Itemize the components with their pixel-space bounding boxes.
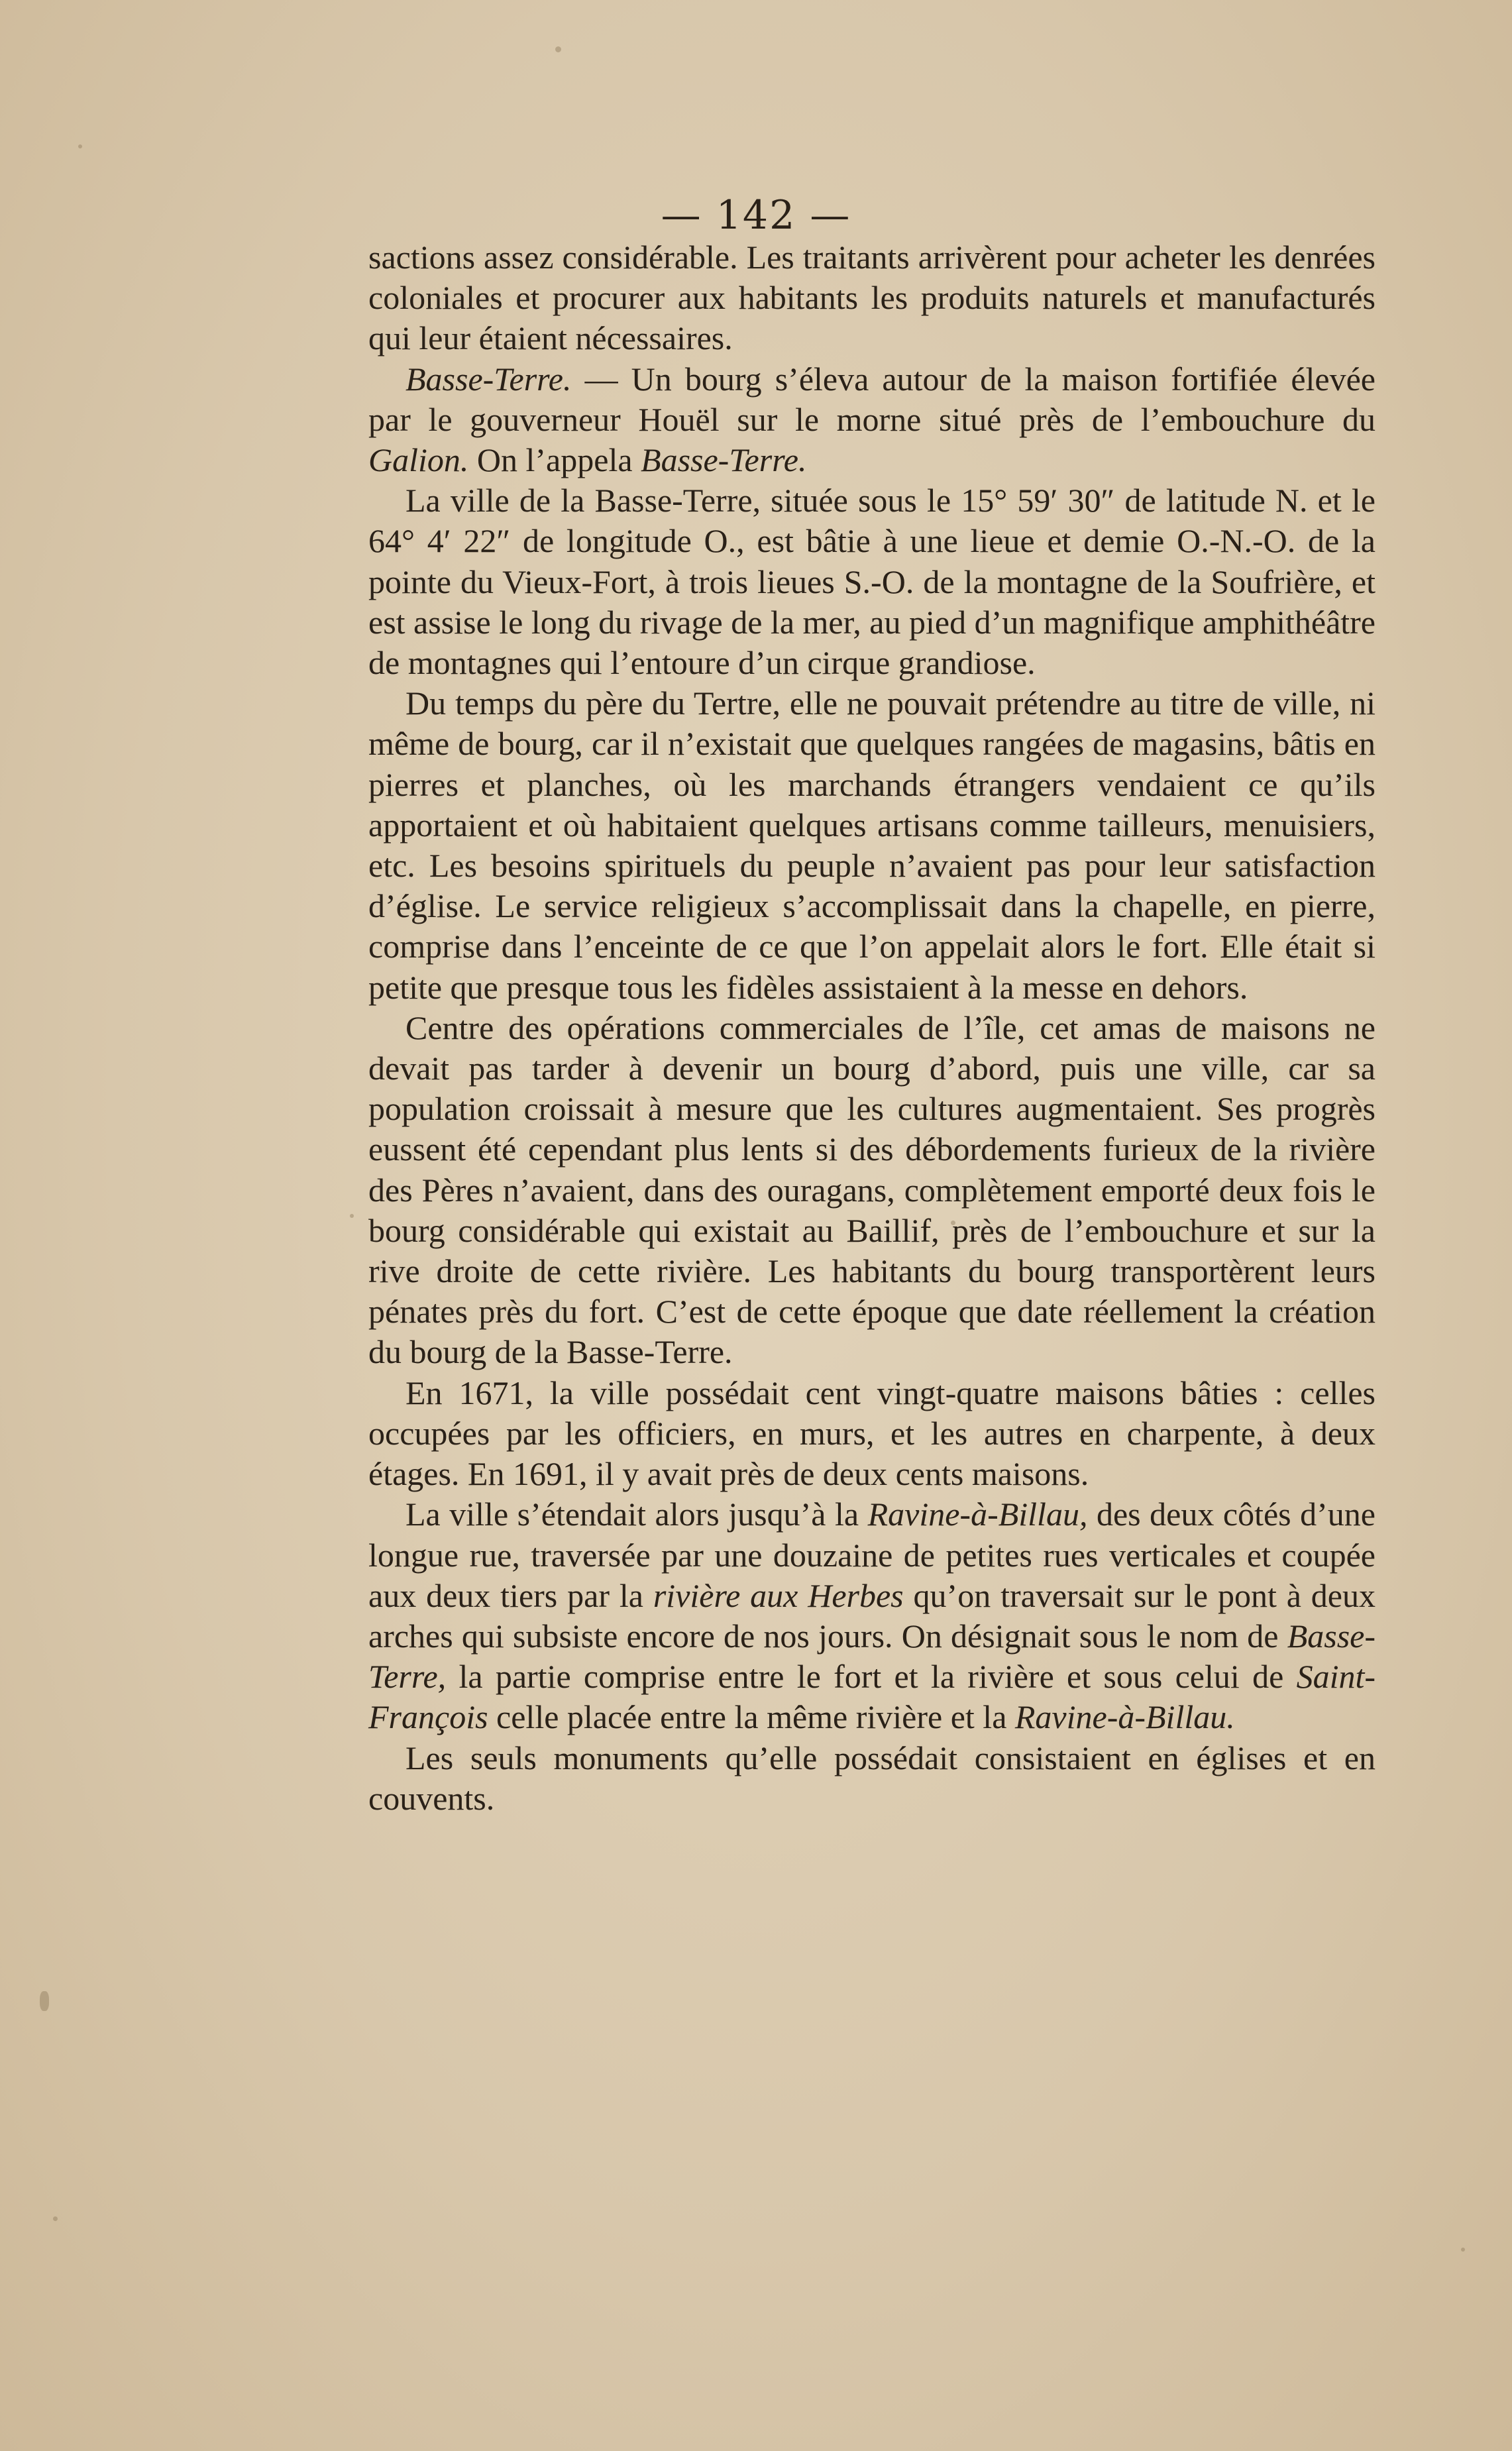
italic-text: Basse-Terre, — [368, 1617, 1376, 1696]
paper-speck — [1461, 2248, 1465, 2252]
italic-text: Ravine-à-Billau. — [1014, 1698, 1235, 1736]
paragraph — [368, 359, 1376, 481]
paper-speck — [350, 1214, 354, 1218]
italic-text: Basse-Terre. — [641, 441, 807, 479]
text-run: Du temps du père du Tertre, elle ne pouvait prétendre au titre de ville, ni même de bourg, car il n’existait que quelques rangées de magasins, bâtis en pierres et planches, où les marchands étrangers vendaient ce qu’ils apportaient et où habitaient quelques artisans comme tailleurs, menuisiers, etc. Les besoins spirituels du peuple n’avaient pas pour leur satisfaction d’église. Le service religieux s’accomplissait dans la chapelle, en pierre, comprise dans l’enceinte de ce que l’on appelait alors le fort. Elle était si petite que presque tous les fidèles assistaient à la messe en dehors. — [368, 684, 1376, 1006]
paper-speck — [40, 1991, 49, 2011]
text-run: On l’appela — [468, 441, 641, 479]
text-run: sactions assez considérable. Les traitants arrivèrent pour acheter les denrées coloniales et procurer aux habitants les produits naturels et manufacturés qui leur étaient nécessaires. — [368, 239, 1376, 357]
paragraph — [368, 1738, 1376, 1819]
paper-speck — [951, 1221, 955, 1225]
text-run: celle placée entre la même rivière et la — [488, 1698, 1015, 1736]
paper-speck — [53, 2216, 58, 2221]
paragraph — [368, 1008, 1376, 1373]
text-run: qu’on traversait sur le pont à deux arches qui subsiste encore de nos jours. On désignait sous le nom de — [368, 1576, 1376, 1655]
text-run: La ville s’étendait alors jusqu’à la — [405, 1496, 868, 1533]
paragraph — [368, 237, 1376, 359]
italic-text: Basse-Terre. — [405, 360, 572, 398]
text-run: La ville de la Basse-Terre, située sous le 15° 59′ 30″ de latitude N. et le 64° 4′ 22″ de longitude O., est bâtie à une lieue et demie O.-N.-O. de la pointe du Vieux-Fort, à trois lieues S.-O. de la montagne de la Soufrière, et est assise le long du rivage de la mer, au pied d’un magnifique amphithéâtre de montagnes qui l’entoure d’un cirque grandiose. — [368, 482, 1376, 682]
paragraph — [368, 480, 1376, 683]
italic-text: Saint-François — [368, 1658, 1376, 1736]
paper-speck — [555, 46, 561, 52]
paragraph — [368, 1373, 1376, 1495]
text-run: la partie comprise entre le fort et la rivière et sous celui de — [446, 1658, 1297, 1696]
text-run: Centre des opérations commerciales de l’île, cet amas de maisons ne devait pas tarder à devenir un bourg d’abord, puis une ville, car sa population croissait à mesure que les cultures augmentaient. Ses progrès eussent été cependant plus lents si des débordements furieux de la rivière des Pères n’avaient, dans des ouragans, complètement emporté deux fois le bourg considérable qui existait au Baillif, près de l’embouchure et sur la rive droite de cette rivière. Les habitants du bourg transportèrent leurs pénates près du fort. C’est de cette époque que date réellement la création du bourg de la Basse-Terre. — [368, 1008, 1376, 1371]
text-run: Les seuls monuments qu’elle possédait consistaient en églises et en couvents. — [368, 1739, 1376, 1817]
paragraph — [368, 1494, 1376, 1737]
text-run: En 1671, la ville possédait cent vingt-quatre maisons bâties : celles occupées par les officiers, en murs, et les autres en charpente, à deux étages. En 1691, il y avait près de deux cents maisons. — [368, 1374, 1376, 1493]
italic-text: Galion. — [368, 441, 469, 479]
italic-text: Ravine-à-Billau, — [867, 1496, 1088, 1533]
paragraph — [368, 683, 1376, 1008]
paper-speck — [78, 144, 82, 148]
page-number: — 142 — — [661, 192, 851, 239]
italic-text: rivière aux Herbes — [653, 1576, 904, 1614]
text-run: des deux côtés d’une longue rue, traversée par une douzaine de petites rues verticales et coupée aux deux tiers par la — [368, 1496, 1376, 1614]
body-text — [368, 237, 1376, 1819]
text-run: — Un bourg s’éleva autour de la maison fortifiée élevée par le gouverneur Houël sur le morne situé près de l’embouchure du — [368, 360, 1376, 438]
